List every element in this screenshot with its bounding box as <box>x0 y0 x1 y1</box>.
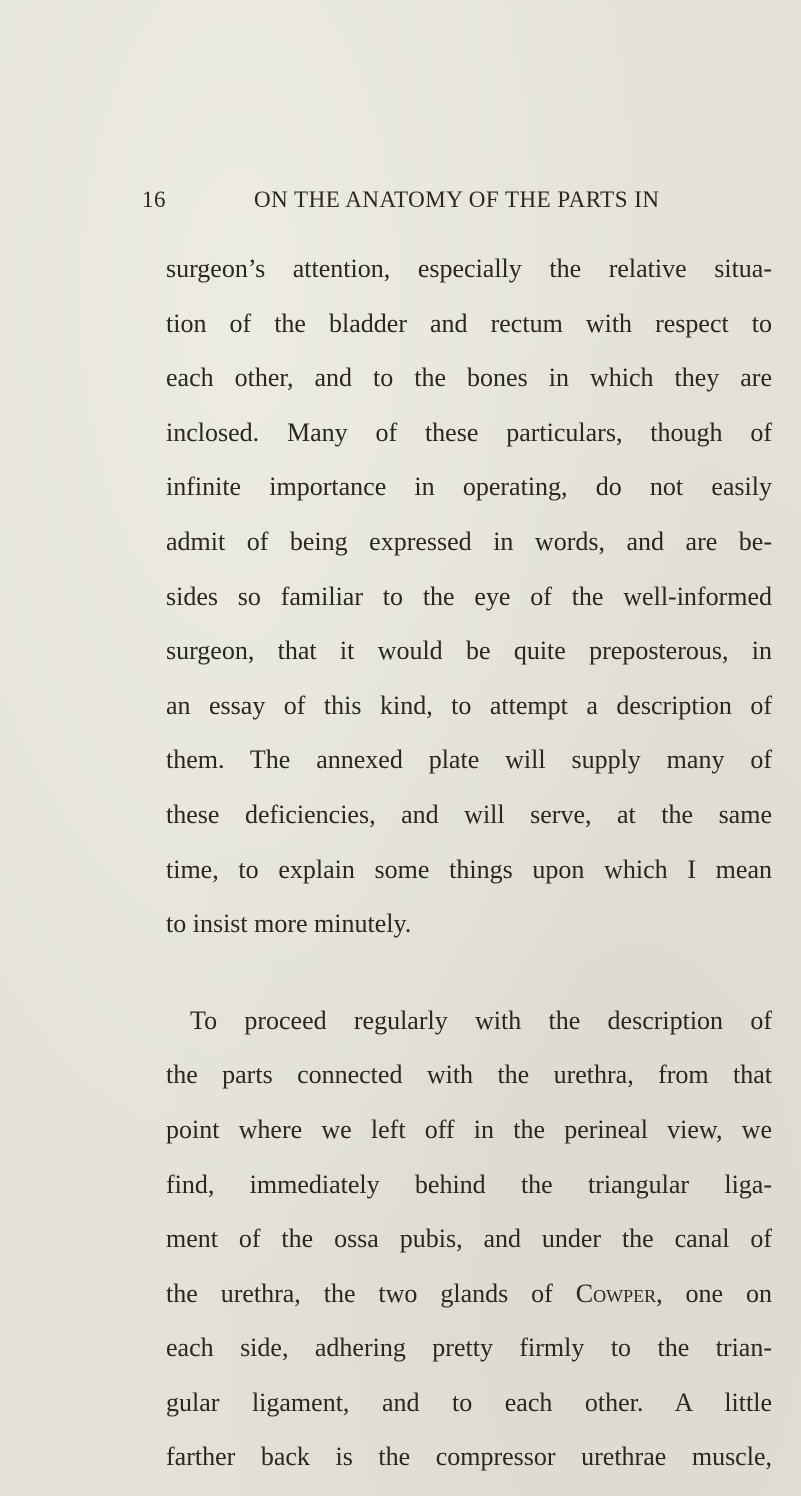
paragraph-gap <box>166 952 772 994</box>
text-line: ment of the ossa pubis, and under the canal of <box>166 1224 772 1254</box>
text-line: farther back is the compressor urethrae muscle, <box>166 1442 772 1472</box>
body-text <box>166 242 772 1485</box>
text-line: each side, adhering pretty firmly to the trian- <box>166 1333 772 1363</box>
text-line: the parts connected with the urethra, from that <box>166 1060 772 1090</box>
text-line: time, to explain some things upon which I mean <box>166 854 772 884</box>
text-line: tion of the bladder and rectum with respect to <box>166 308 772 338</box>
text-fragment: the urethra, the two glands of <box>166 1278 576 1308</box>
text-line: each other, and to the bones in which they are <box>166 363 772 393</box>
running-head: ON THE ANATOMY OF THE PARTS IN <box>254 187 660 212</box>
page-number: 16 <box>142 187 166 212</box>
text-line: an essay of this kind, to attempt a description of <box>166 690 772 720</box>
text-line: infinite importance in operating, do not easily <box>166 472 772 502</box>
text-line: point where we left off in the perineal view, we <box>166 1114 772 1144</box>
text-line: them. The annexed plate will supply many of <box>166 745 772 775</box>
text-line: inclosed. Many of these particulars, though of <box>166 417 772 447</box>
text-fragment: , one on <box>656 1278 773 1308</box>
paragraph-2 <box>166 994 772 1485</box>
text-line: to insist more minutely. <box>166 909 412 939</box>
proper-name: Cowper <box>575 1278 657 1308</box>
text-line: gular ligament, and to each other. A little <box>166 1387 772 1417</box>
text-line: surgeon, that it would be quite preposterous, in <box>166 636 772 666</box>
text-line-with-name <box>166 1267 772 1322</box>
text-line: admit of being expressed in words, and are be- <box>166 526 772 556</box>
text-line: surgeon’s attention, especially the relative situa- <box>166 254 772 283</box>
text-line: these deficiencies, and will serve, at the same <box>166 799 772 829</box>
text-line: sides so familiar to the eye of the well-informed <box>166 581 772 611</box>
paragraph-1 <box>166 242 772 952</box>
text-line: To proceed regularly with the description of <box>190 1005 772 1035</box>
text-line: find, immediately behind the triangular liga- <box>166 1169 772 1199</box>
